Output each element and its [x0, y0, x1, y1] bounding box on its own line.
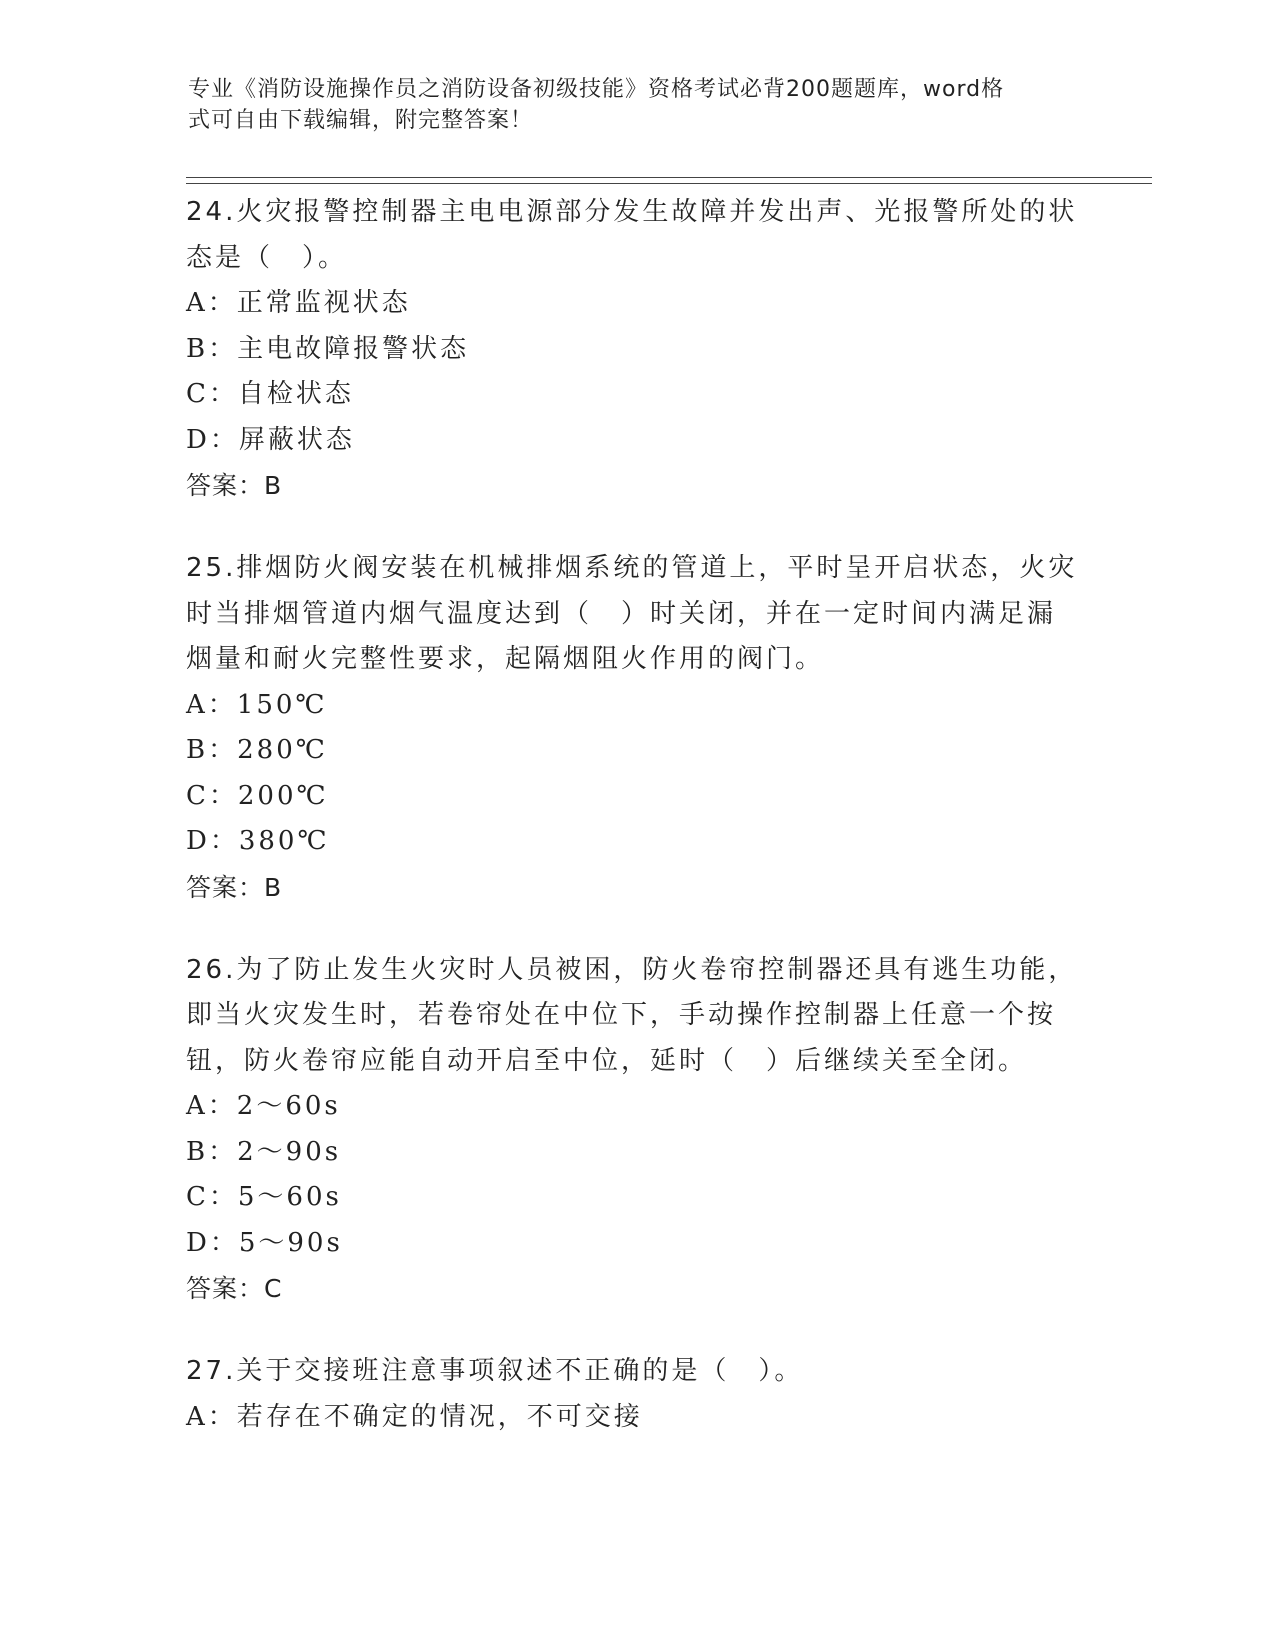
option-a: A：150℃	[186, 689, 328, 720]
option-a: A：2～60s	[186, 1091, 341, 1121]
answer: 答案：B	[186, 872, 283, 902]
header-divider-bottom	[186, 183, 1152, 184]
question-27	[186, 1349, 1086, 1440]
answer: 答案：C	[186, 1274, 283, 1303]
option-b: B：2～90s	[186, 1136, 342, 1167]
question-25	[186, 546, 1086, 910]
option-c: C：自检状态	[186, 379, 354, 409]
option-d: D：5～90s	[186, 1227, 343, 1258]
question-24	[186, 190, 1086, 508]
question-stem-line: 态是（ ）。	[186, 242, 348, 273]
question-list	[186, 190, 1086, 1478]
question-stem-line: 24.火灾报警控制器主电电源部分发生故障并发出声、光报警所处的状	[186, 197, 1078, 227]
header-divider-top	[186, 177, 1152, 178]
question-stem-line: 钮，防火卷帘应能自动开启至中位，延时（ ）后继续关至全闭。	[186, 1045, 1028, 1076]
option-a: A：若存在不确定的情况，不可交接	[186, 1401, 643, 1432]
option-b: B：280℃	[186, 735, 328, 765]
question-26	[186, 948, 1086, 1312]
question-stem-line: 27.关于交接班注意事项叙述不正确的是（ ）。	[186, 1356, 804, 1386]
header-line-1: 专业《消防设施操作员之消防设备初级技能》资格考试必背200题题库，word格	[188, 77, 1005, 102]
option-d: D：380℃	[186, 826, 330, 856]
option-a: A：正常监视状态	[186, 288, 411, 318]
option-d: D：屏蔽状态	[186, 424, 355, 455]
document-header	[188, 74, 1068, 136]
question-stem-line: 即当火灾发生时，若卷帘处在中位下，手动操作控制器上任意一个按	[186, 1000, 1057, 1030]
question-stem-line: 25.排烟防火阀安装在机械排烟系统的管道上，平时呈开启状态，火灾	[186, 553, 1078, 583]
question-stem-line: 26.为了防止发生火灾时人员被困，防火卷帘控制器还具有逃生功能，	[186, 954, 1078, 985]
question-stem-line: 烟量和耐火完整性要求，起隔烟阻火作用的阀门。	[186, 644, 825, 674]
option-c: C：200℃	[186, 780, 329, 811]
answer: 答案：B	[186, 471, 283, 500]
question-stem-line: 时当排烟管道内烟气温度达到（ ）时关闭，并在一定时间内满足漏	[186, 598, 1057, 629]
option-b: B：主电故障报警状态	[186, 333, 470, 364]
header-line-2: 式可自由下载编辑，附完整答案！	[188, 108, 534, 133]
option-c: C：5～60s	[186, 1182, 342, 1212]
